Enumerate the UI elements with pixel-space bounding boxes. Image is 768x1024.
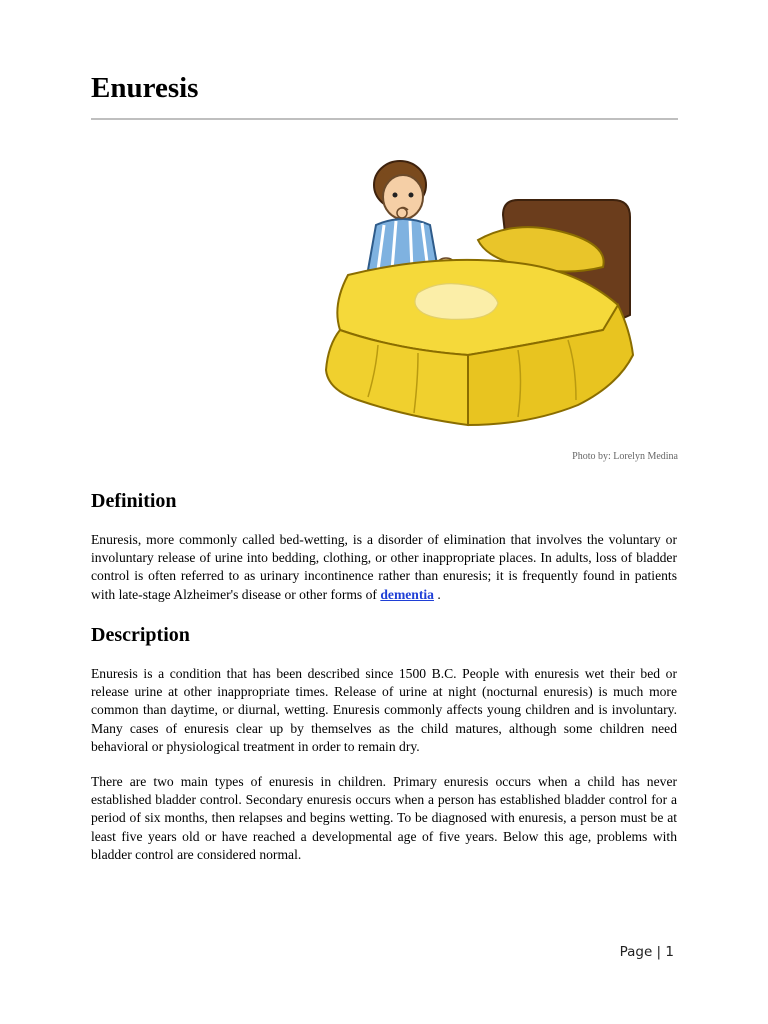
definition-paragraph xyxy=(91,531,677,604)
page-separator: | xyxy=(656,944,662,960)
definition-text-end: . xyxy=(433,586,441,602)
dementia-link[interactable]: dementia xyxy=(380,586,434,602)
definition-text: Enuresis, more commonly called bed-wetting, is a disorder of elimination that involves the voluntary or involuntary release of urine into bedding, clothing, or other inappropriate places. In adults, loss of bladder control is often referred to as urinary incontinence rather than enuresis; it is frequently found in patients with late-stage Alzheimer's disease or other forms of xyxy=(91,532,677,602)
bedwetting-illustration xyxy=(318,155,638,440)
title-divider xyxy=(91,118,678,120)
page-number: 1 xyxy=(665,944,674,960)
section-heading-definition: Definition xyxy=(91,490,177,512)
document-title: Enuresis xyxy=(91,72,199,104)
section-heading-description: Description xyxy=(91,624,190,646)
photo-credit: Photo by: Lorelyn Medina xyxy=(572,451,678,462)
description-paragraph-1: Enuresis is a condition that has been described since 1500 B.C. People with enuresis wet their bed or release urine at other inappropriate times. Release of urine at night (nocturnal enuresis) is much more common than daytime, or diurnal, wetting. Enuresis commonly affects young children and is involuntary. Many cases of enuresis clear up by themselves as the child matures, although some children need behavioral or physiological treatment in order to remain dry. xyxy=(91,666,677,754)
page-footer xyxy=(620,942,674,962)
description-paragraph-2: There are two main types of enuresis in children. Primary enuresis occurs when a child has never established bladder control. Secondary enuresis occurs when a person has established bladder control for a period of six months, then relapses and begins wetting. To be diagnosed with enuresis, a person must be at least five years old or have reached a developmental age of five years. Below this age, problems with bladder control are considered normal. xyxy=(91,774,677,862)
page-label: Page xyxy=(619,944,653,960)
